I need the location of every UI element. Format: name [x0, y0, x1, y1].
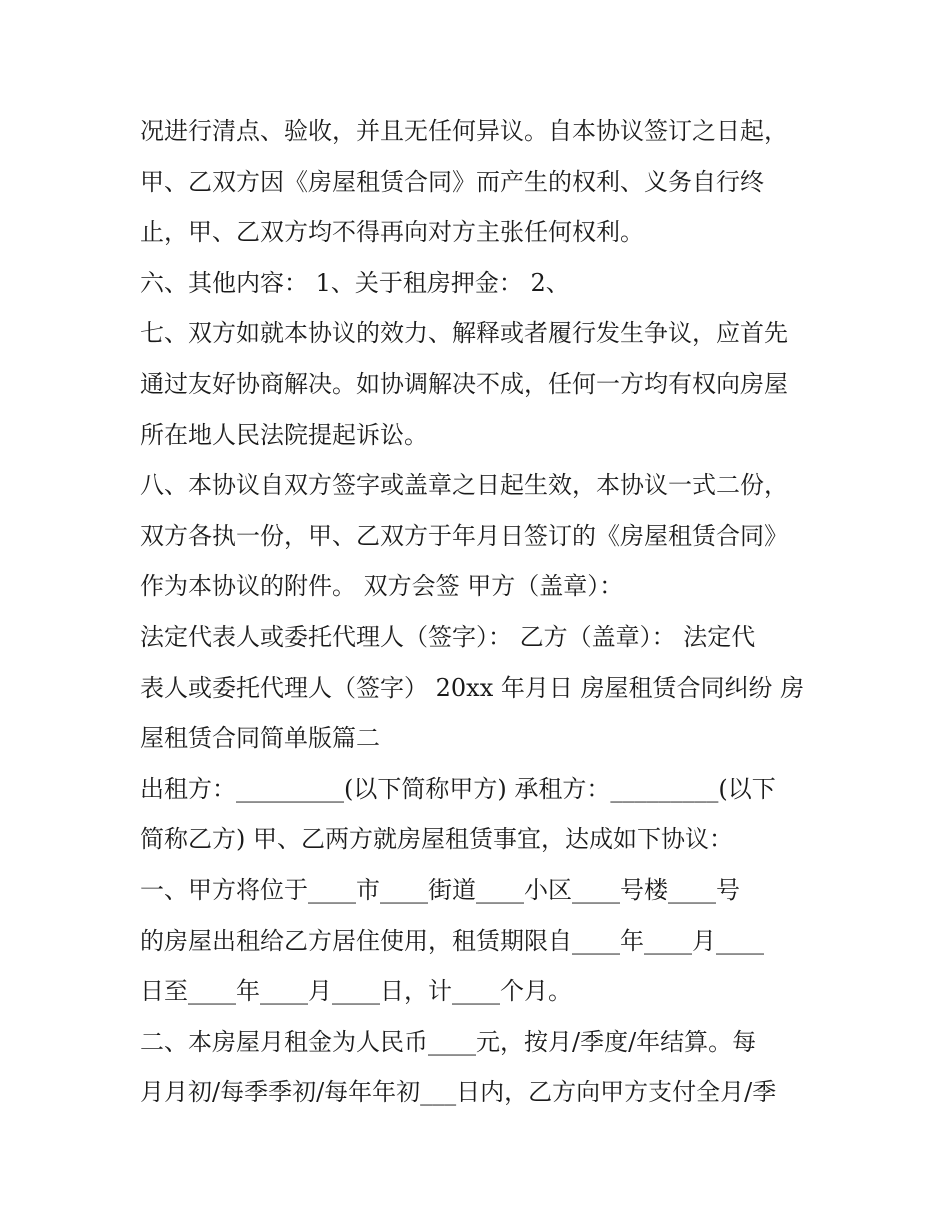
- text-line-13: 屋租赁合同简单版篇二: [140, 724, 380, 753]
- text-line-12: 表人或委托代理人（签字） 20xx 年月日 房屋租赁合同纠纷 房: [140, 673, 805, 702]
- text-line-1: 况进行清点、验收，并且无任何异议。自本协议签订之日起，: [140, 117, 788, 145]
- text-line-17: 的房屋出租给乙方居住使用，租赁期限自____年____月____: [140, 926, 764, 955]
- text-line-18: 日至____年____月____日，计____个月。: [140, 977, 572, 1006]
- text-line-16: 一、甲方将位于____市____街道____小区____号楼____号: [140, 875, 740, 904]
- text-line-19: 二、本房屋月租金为人民币____元，按月/季度/年结算。每: [140, 1027, 757, 1056]
- text-line-3: 止，甲、乙双方均不得再向对方主张任何权利。: [140, 218, 644, 247]
- text-line-5: 七、双方如就本协议的效力、解释或者履行发生争议，应首先: [140, 319, 788, 348]
- text-line-15: 简称乙方) 甲、乙两方就房屋租赁事宜，达成如下协议：: [140, 825, 733, 854]
- text-line-2: 甲、乙双方因《房屋租赁合同》而产生的权利、义务自行终: [140, 167, 764, 196]
- text-line-14: 出租方：_________(以下简称甲方) 承租方：_________(以下: [140, 774, 776, 803]
- text-line-10: 作为本协议的附件。 双方会签 甲方（盖章）：: [140, 572, 624, 601]
- text-line-20: 月月初/每季季初/每年年初___日内，乙方向甲方支付全月/季: [140, 1078, 777, 1107]
- text-line-7: 所在地人民法院提起诉讼。: [140, 420, 428, 449]
- text-line-6: 通过友好协商解决。如协调解决不成，任何一方均有权向房屋: [140, 369, 788, 398]
- text-line-8: 八、本协议自双方签字或盖章之日起生效，本协议一式二份，: [140, 471, 788, 500]
- text-line-11: 法定代表人或委托代理人（签字）： 乙方（盖章）： 法定代: [140, 622, 756, 651]
- text-line-9: 双方各执一份，甲、乙双方于年月日签订的《房屋租赁合同》: [140, 521, 788, 550]
- contract-text: [140, 106, 820, 1118]
- text-line-4: 六、其他内容： 1、关于租房押金： 2、: [140, 268, 570, 297]
